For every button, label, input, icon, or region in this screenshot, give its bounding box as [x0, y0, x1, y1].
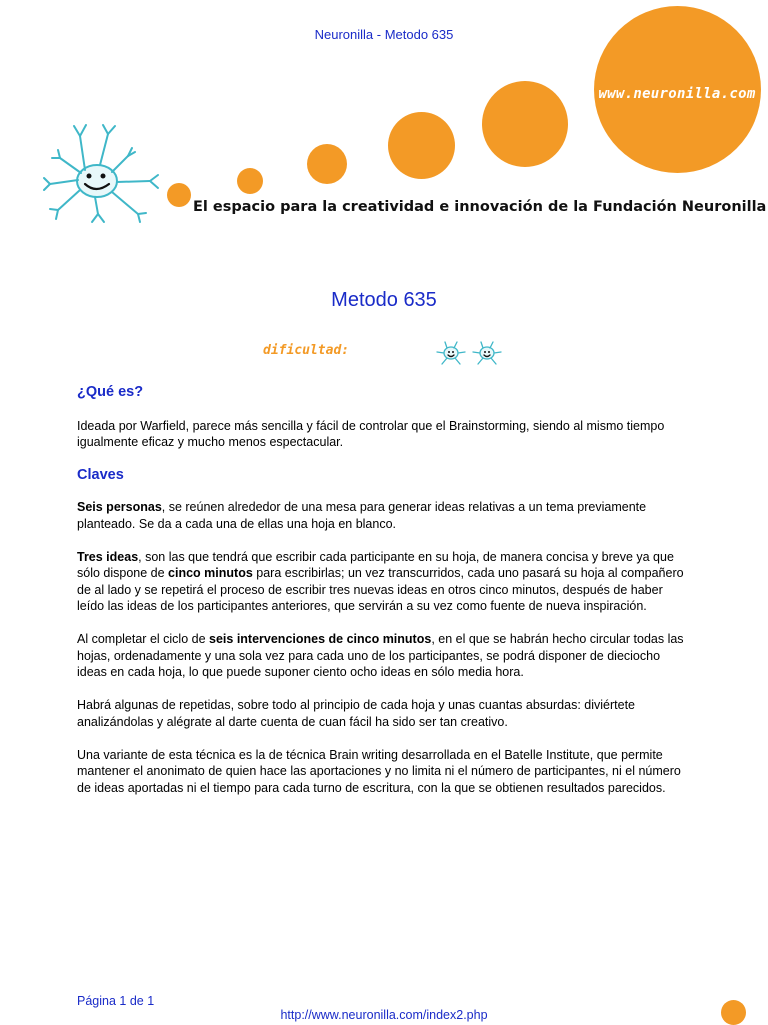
claves-paragraph-5: Una variante de esta técnica es la de técnica Brain writing desarrollada en el Batelle Institute, que permite mantener el anonimato de quien hace las aportaciones y no limita ni el número de participantes, ni el número de ideas aportadas ni el tiempo para cada turno de escritura, con la que se obtienen resultados parecidos.	[77, 747, 681, 795]
decorative-bubble	[482, 81, 568, 167]
section-heading-claves: Claves	[77, 466, 124, 483]
tagline: El espacio para la creatividad e innovación de la Fundación Neuronilla	[193, 199, 767, 215]
neuron-difficulty-icon	[437, 342, 465, 364]
paragraph-text: , son las que tendrá que escribir cada participante en su hoja, de manera concisa y breve ya que sólo dispone de	[77, 549, 674, 580]
paragraph-text: , se reúnen alrededor de una mesa para generar ideas relativas a un tema previamente planteado. Se da a cada una de ellas una hoja en blanco.	[77, 500, 647, 531]
document-body	[77, 384, 692, 796]
bold-term: Seis personas	[77, 500, 162, 514]
bold-term: Tres ideas	[77, 549, 139, 564]
difficulty-label: dificultad:	[263, 343, 350, 358]
section-heading-que-es: ¿Qué es?	[77, 384, 144, 400]
site-logo-url[interactable]: www.neuronilla.com	[598, 86, 756, 102]
difficulty-rating	[434, 340, 506, 371]
decorative-bubble	[388, 112, 455, 179]
page-header-title: Neuronilla - Metodo 635	[314, 27, 454, 42]
page-number: Página 1 de 1	[77, 994, 155, 1008]
paragraph-text: Al completar el ciclo de	[77, 632, 210, 646]
que-es-paragraph: Ideada por Warfield, parece más sencilla y fácil de controlar que el Brainstorming, siendo al mismo tiempo igualmente eficaz y mucho menos espectacular.	[77, 418, 665, 449]
neuron-mascot-icon	[40, 118, 165, 231]
decorative-bubble	[237, 168, 263, 194]
document-title: Metodo 635	[331, 289, 437, 311]
decorative-bubble	[307, 144, 347, 184]
claves-paragraph-1	[77, 499, 692, 532]
claves-paragraph-2	[77, 549, 692, 615]
footer-url-link[interactable]: http://www.neuronilla.com/index2.php	[280, 1008, 488, 1022]
bold-term: seis intervenciones de cinco minutos	[209, 632, 432, 646]
claves-paragraph-3	[77, 631, 692, 681]
bold-term: cinco minutos	[168, 566, 253, 580]
neuron-difficulty-icon	[473, 342, 501, 364]
decorative-bubble	[167, 183, 191, 207]
paragraph-text: para escribirlas; un vez transcurridos, cada uno pasará su hoja al compañero de al lado y se repetirá el proceso de escribir tres nuevas ideas en otros cinco minutos, después de haber leído las ideas de los participantes anteriores, que servirán a su vez como fuente de nueva inspiración.	[77, 566, 684, 613]
decorative-bubble	[721, 1000, 746, 1025]
paragraph-text: , en el que se habrán hecho circular todas las hojas, ordenadamente y una sola vez para cada uno de los participantes, se podrá disponer de dieciocho ideas en cada hoja, lo que puede suponer ciento ocho ideas en sólo media hora.	[77, 632, 684, 679]
claves-paragraph-4: Habrá algunas de repetidas, sobre todo al principio de cada hoja y unas cuantas absurdas: diviértete analizándolas y alégrate al darte cuenta de cuan fácil ha sido ser tan creativo.	[77, 698, 635, 729]
